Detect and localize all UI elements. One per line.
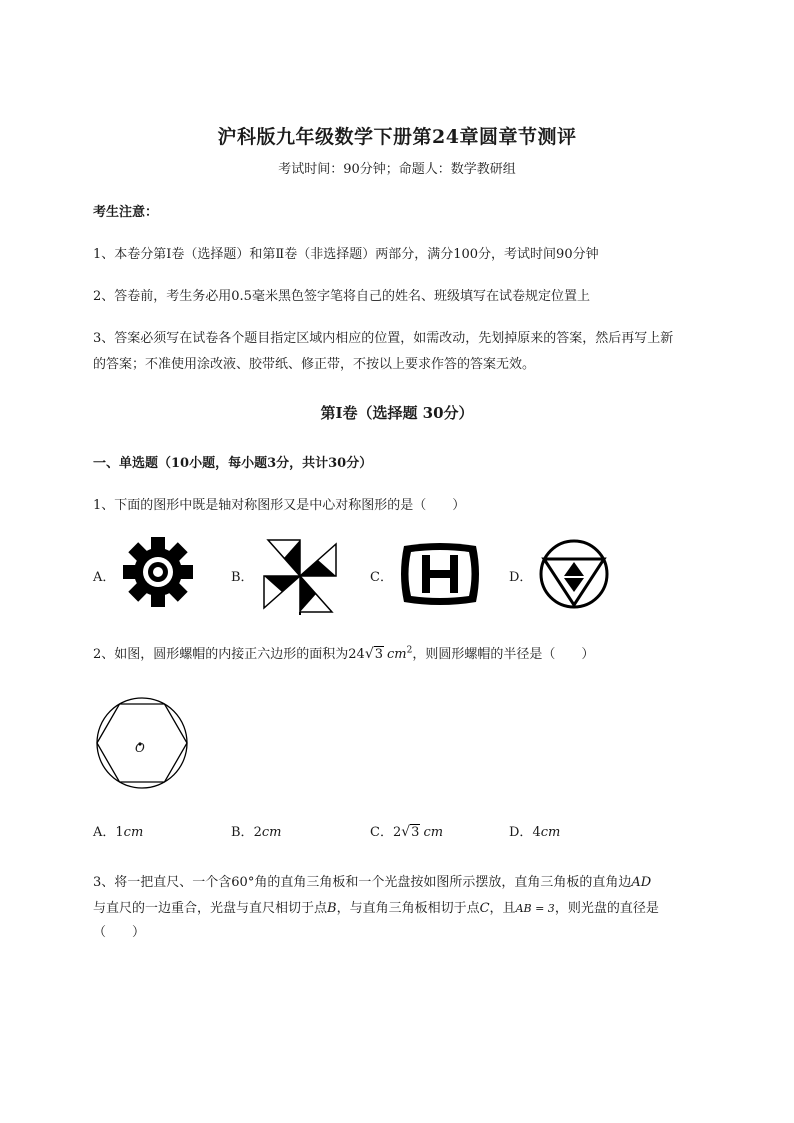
q3-point-c: C <box>479 901 490 916</box>
q2-text-start: 2、如图，圆形螺帽的内接正六边形的面积为24 <box>93 647 365 662</box>
q2-option-b-unit: cm <box>261 825 282 840</box>
q1-option-a-label: A． <box>93 570 116 585</box>
q2-option-a-value: 1 <box>115 825 124 840</box>
q1-text: 1、下面的图形中既是轴对称图形又是中心对称图形的是（ ） <box>93 498 466 513</box>
q2-option-d-letter: D． <box>509 825 533 840</box>
q3-line-2-text-a: 与直尺的一边重合，光盘与直尺相切于点 <box>93 901 328 916</box>
notice-item-2: 2、答卷前，考生务必用0.5毫米黑色签字笔将自己的姓名、班级填写在试卷规定位置上 <box>93 289 590 304</box>
gear-icon <box>122 536 194 608</box>
part1-title: 第I卷（选择题 30分） <box>320 404 474 422</box>
q1-option-b-label: B． <box>231 570 254 585</box>
q3-line-1-text: 3、将一把直尺、一个含60°角的直角三角板和一个光盘按如图所示摆放，直角三角板的直角边 <box>93 875 632 890</box>
q3-line-2-text-c: ，与直角三角板相切于点 <box>336 901 480 916</box>
q2-option-b-value: 2 <box>253 825 262 840</box>
notice-item-3-cont: 的答案；不准使用涂改液、胶带纸、修正带，不按以上要求作答的答案无效。 <box>93 357 536 372</box>
q2-option-d <box>509 821 560 840</box>
q2-option-c-sqrt: 3 <box>411 825 420 840</box>
q3-var-ad: AD <box>631 875 652 890</box>
triangle-in-circle-icon <box>538 538 610 610</box>
q2-text-end: ，则圆形螺帽的半径是（ ） <box>412 647 595 662</box>
q2-option-c-value: 2 <box>392 825 402 840</box>
notice-heading: 考生注意： <box>93 205 159 220</box>
q2-option-d-value: 4 <box>532 825 541 840</box>
honda-logo-icon <box>398 540 482 608</box>
q3-ab-value: AB = 3 <box>515 902 555 915</box>
q2-option-d-unit: cm <box>540 825 561 840</box>
sqrt-symbol: √ <box>401 824 411 840</box>
q2-text <box>93 643 594 662</box>
q3-line-2-text-e: ，且 <box>489 901 516 916</box>
q3-line-1 <box>93 871 651 890</box>
notice-item-3: 3、答案必须写在试卷各个题目指定区域内相应的位置，如需改动，先划掉原来的答案，然后再写上新 <box>93 331 674 346</box>
q2-option-c-unit: cm <box>423 825 444 840</box>
q1-option-c-label: C． <box>370 570 393 585</box>
q2-option-c-letter: C． <box>370 825 393 840</box>
q2-option-b <box>231 821 281 840</box>
q2-option-b-letter: B． <box>231 825 254 840</box>
q2-option-a-unit: cm <box>123 825 144 840</box>
q1-option-d-label: D． <box>509 570 533 585</box>
q2-option-a-letter: A． <box>93 825 116 840</box>
q2-sqrt-value: 3 <box>374 647 384 662</box>
section-heading: 一、单选题（10小题，每小题3分，共计30分） <box>93 456 373 471</box>
q2-option-c <box>370 821 443 840</box>
page-title: 沪科版九年级数学下册第24章圆章节测评 <box>217 126 577 148</box>
q3-line-3: （ ） <box>93 925 146 940</box>
center-label-o: O <box>135 741 145 755</box>
q3-point-b: B <box>327 901 337 916</box>
q3-line-2-text-g: ，则光盘的直径是 <box>554 901 659 916</box>
q3-line-2 <box>93 897 659 916</box>
q2-unit-exponent: 2 <box>406 645 413 656</box>
notice-item-1: 1、本卷分第I卷（选择题）和第Ⅱ卷（非选择题）两部分，满分100分，考试时间90分钟 <box>93 247 599 262</box>
q2-unit: cm <box>387 647 407 662</box>
page-subtitle: 考试时间：90分钟；命题人：数学教研组 <box>278 162 516 177</box>
pinwheel-icon <box>260 536 340 616</box>
sqrt-symbol: √ <box>364 646 374 662</box>
q2-option-a <box>93 821 143 840</box>
